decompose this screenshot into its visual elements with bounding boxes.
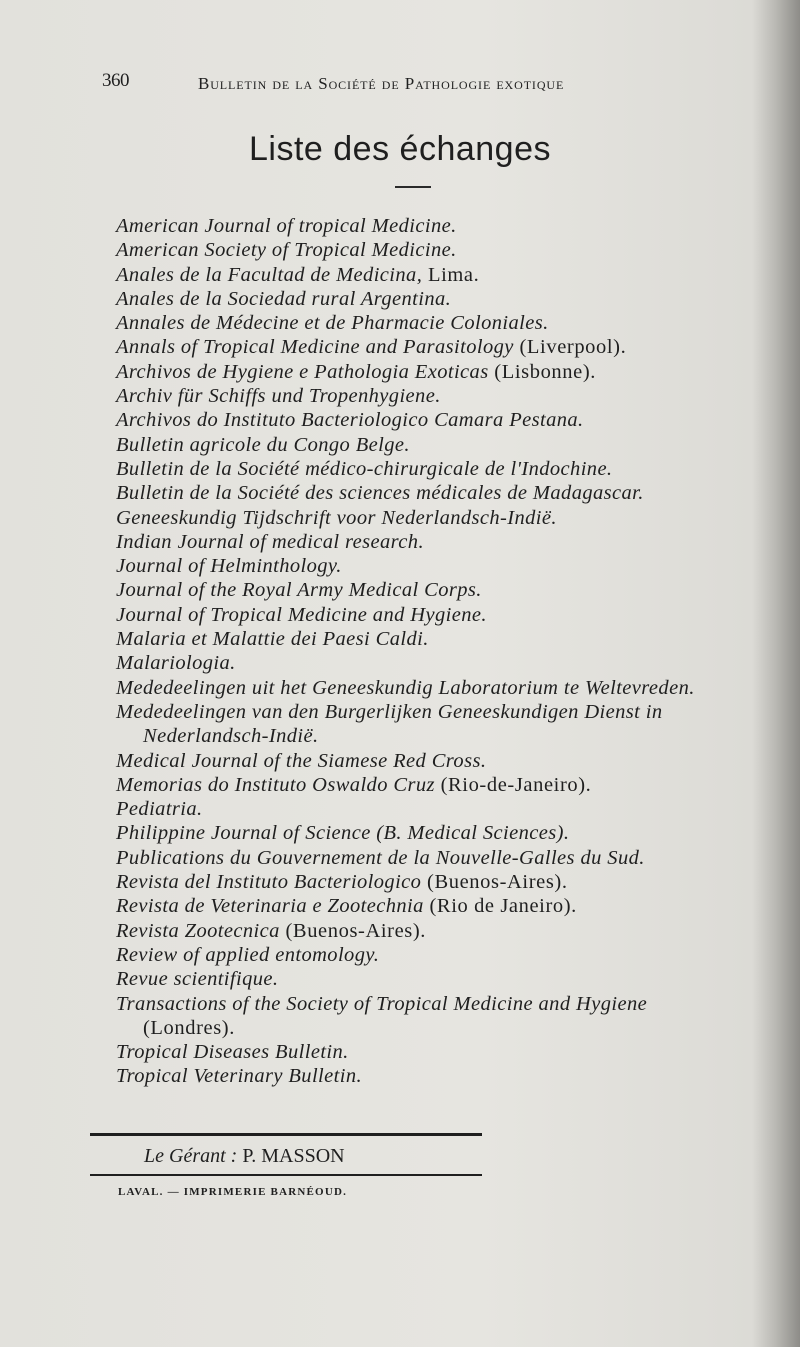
journal-place-continued: (Londres). (143, 1016, 235, 1039)
exchange-entry (116, 1064, 766, 1088)
page-title: Liste des échanges (249, 130, 551, 168)
exchange-list (116, 214, 766, 1089)
exchange-entry (116, 603, 766, 627)
journal-title: Philippine Journal of Science (B. Medical Sciences). (116, 822, 570, 845)
journal-title: Journal of the Royal Army Medical Corps. (116, 579, 482, 602)
exchange-entry (116, 433, 766, 457)
printer-imprint: LAVAL. — IMPRIMERIE BARNÉOUD. (118, 1186, 348, 1198)
journal-title: Pediatria. (116, 798, 203, 821)
exchange-entry (116, 457, 766, 481)
journal-title: Mededeelingen van den Burgerlijken Geneeskundigen Dienst in (116, 700, 663, 723)
exchange-entry (116, 700, 766, 749)
exchange-entry (116, 335, 766, 359)
journal-place: (Buenos-Aires). (421, 871, 568, 894)
exchange-entry (116, 238, 766, 262)
journal-place: (Lisbonne). (488, 360, 596, 383)
journal-title: Annals of Tropical Medicine and Parasitology (116, 336, 514, 359)
exchange-entry (116, 797, 766, 821)
footer-rule-top (90, 1133, 482, 1136)
journal-place: (Buenos-Aires). (279, 919, 426, 942)
journal-title: Memorias do Instituto Oswaldo Cruz (116, 773, 435, 796)
journal-title: Revista de Veterinaria e Zootechnia (116, 895, 424, 918)
journal-title: Bulletin agricole du Congo Belge. (116, 433, 410, 456)
journal-title: Tropical Veterinary Bulletin. (116, 1065, 362, 1088)
page-number: 360 (102, 70, 129, 91)
journal-title: Medical Journal of the Siamese Red Cross. (116, 749, 487, 772)
footer-rule-bottom (90, 1174, 482, 1176)
exchange-entry (116, 992, 766, 1041)
exchange-entry (116, 578, 766, 602)
journal-title: American Journal of tropical Medicine. (116, 215, 457, 237)
journal-title: Bulletin de la Société des sciences médicales de Madagascar. (116, 482, 644, 505)
exchange-entry (116, 967, 766, 991)
gerant-name: P. MASSON (242, 1145, 345, 1167)
exchange-entry (116, 214, 766, 238)
exchange-entry (116, 773, 766, 797)
exchange-entry (116, 554, 766, 578)
exchange-entry (116, 311, 766, 335)
journal-title: Archiv für Schiffs und Tropenhygiene. (116, 385, 441, 408)
exchange-entry (116, 360, 766, 384)
journal-title: Bulletin de la Société médico-chirurgicale de l'Indochine. (116, 457, 613, 480)
journal-title: Mededeelingen uit het Geneeskundig Laboratorium te Weltevreden. (116, 676, 695, 699)
exchange-entry (116, 408, 766, 432)
journal-title: Malariologia. (116, 652, 236, 675)
journal-title: Indian Journal of medical research. (116, 530, 424, 553)
exchange-entry (116, 627, 766, 651)
gerant-line (144, 1145, 345, 1168)
journal-title: Geneeskundig Tijdschrift voor Nederlandsch-Indië. (116, 506, 557, 529)
exchange-entry (116, 287, 766, 311)
exchange-entry (116, 846, 766, 870)
exchange-entry (116, 894, 766, 918)
gerant-label: Le Gérant : (144, 1145, 243, 1167)
journal-title: Journal of Helminthology. (116, 555, 342, 578)
journal-title: Transactions of the Society of Tropical Medicine and Hygiene (116, 992, 648, 1015)
exchange-entry (116, 821, 766, 845)
journal-title: Publications du Gouvernement de la Nouvelle-Galles du Sud. (116, 846, 645, 869)
exchange-entry (116, 506, 766, 530)
journal-title-continued: Nederlandsch-Indië. (143, 725, 319, 748)
journal-title: Revista del Instituto Bacteriologico (116, 871, 422, 894)
journal-title: Revue scientifique. (116, 968, 279, 991)
exchange-entry (116, 530, 766, 554)
journal-title: Revista Zootecnica (116, 919, 280, 942)
exchange-entry (116, 263, 766, 287)
journal-title: Archivos do Instituto Bacteriologico Camara Pestana. (116, 409, 584, 432)
title-divider (395, 186, 431, 188)
exchange-entry (116, 676, 766, 700)
exchange-entry (116, 651, 766, 675)
exchange-entry (116, 870, 766, 894)
exchange-entry (116, 1040, 766, 1064)
journal-place: Lima. (422, 263, 480, 286)
exchange-entry (116, 919, 766, 943)
journal-title: Review of applied entomology. (116, 943, 380, 966)
exchange-entry (116, 749, 766, 773)
journal-title: Journal of Tropical Medicine and Hygiene. (116, 603, 487, 626)
journal-place: (Rio de Janeiro). (423, 895, 577, 918)
exchange-entry (116, 384, 766, 408)
journal-title: Tropical Diseases Bulletin. (116, 1041, 349, 1064)
journal-place: (Liverpool). (513, 336, 627, 359)
exchange-entry (116, 943, 766, 967)
running-title: Bulletin de la Société de Pathologie exotique (198, 74, 565, 93)
journal-title: Malaria et Malattie dei Paesi Caldi. (116, 628, 429, 651)
journal-title: Anales de la Sociedad rural Argentina. (116, 287, 452, 310)
journal-title: American Society of Tropical Medicine. (116, 239, 457, 262)
exchange-entry (116, 481, 766, 505)
journal-title: Anales de la Facultad de Medicina, (116, 263, 423, 286)
journal-place: (Rio-de-Janeiro). (434, 773, 592, 796)
journal-title: Annales de Médecine et de Pharmacie Coloniales. (116, 312, 549, 335)
running-header (102, 70, 702, 100)
journal-title: Archivos de Hygiene e Pathologia Exoticas (116, 360, 489, 383)
